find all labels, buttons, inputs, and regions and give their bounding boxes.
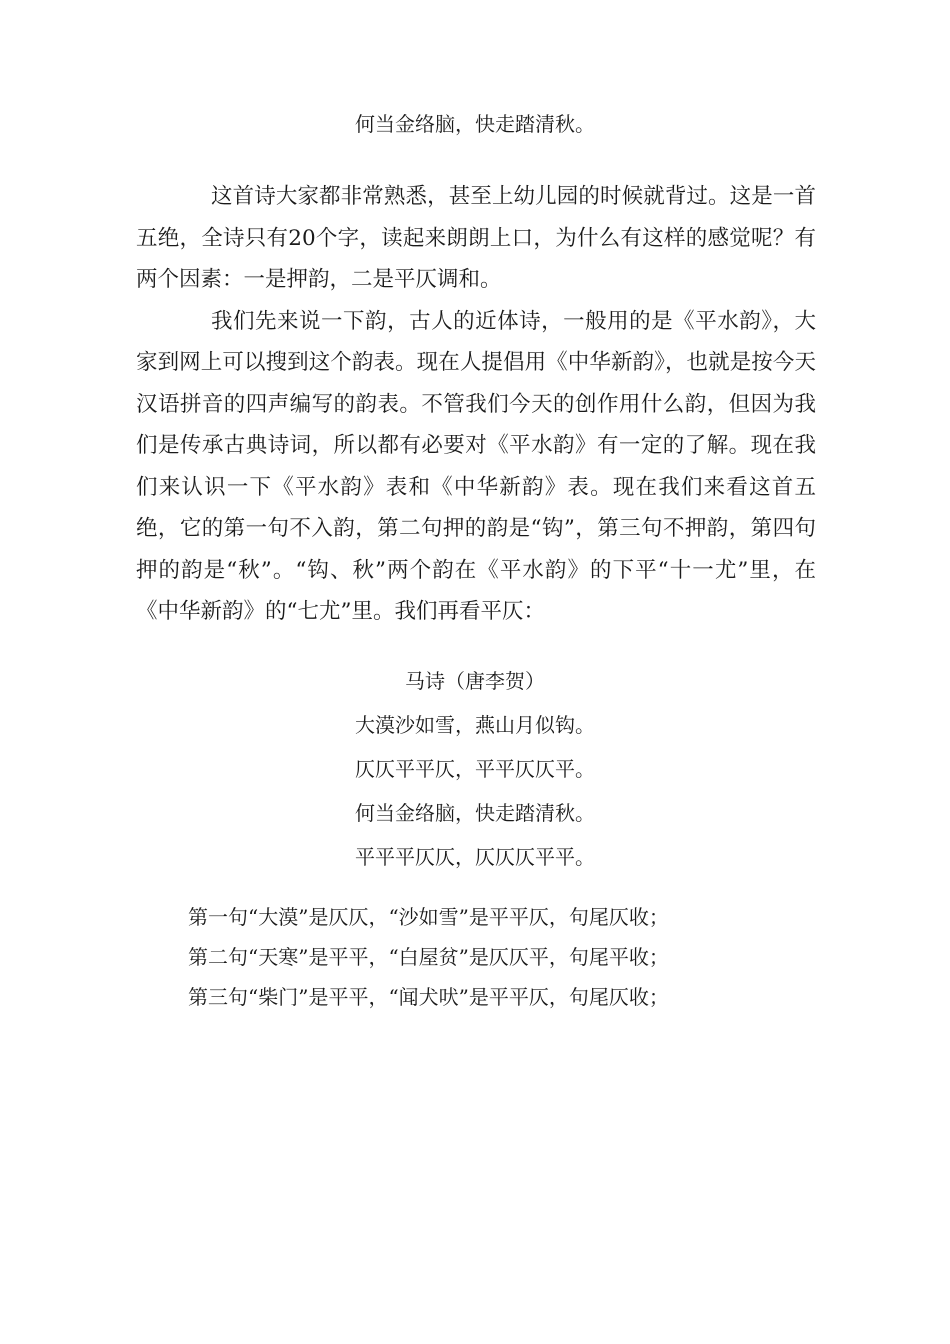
analysis-line: 第一句“大漠”是仄仄，“沙如雪”是平平仄，句尾仄收； bbox=[188, 905, 669, 929]
poem-line: 大漠沙如雪，燕山月似钩。 bbox=[355, 713, 595, 737]
poem-title: 马诗（唐李贺） bbox=[405, 669, 545, 693]
poem-line: 何当金络脑，快走踏清秋。 bbox=[355, 801, 595, 825]
paragraph-intro: 这首诗大家都非常熟悉，甚至上幼儿园的时候就背过。这是一首五绝，全诗只有20个字，读起来朗朗上口，为什么有这样的感觉呢？有两个因素：一是押韵，二是平仄调和。 bbox=[136, 184, 816, 292]
poem-block bbox=[0, 668, 950, 888]
poem-line-continued: 何当金络脑，快走踏清秋。 bbox=[355, 112, 595, 136]
poem-tone-line: 仄仄平平仄，平平仄仄平。 bbox=[355, 757, 595, 781]
analysis-line: 第二句“天寒”是平平，“白屋贫”是仄仄平，句尾平收； bbox=[188, 945, 669, 969]
tone-analysis bbox=[188, 904, 669, 1024]
analysis-line: 第三句“柴门”是平平，“闻犬吠”是平平仄，句尾仄收； bbox=[188, 985, 669, 1009]
poem-tone-line: 平平平仄仄，仄仄仄平平。 bbox=[355, 845, 595, 869]
body-text bbox=[136, 176, 816, 633]
paragraph-rhyme: 我们先来说一下韵，古人的近体诗，一般用的是《平水韵》，大家到网上可以搜到这个韵表。现在人提倡用《中华新韵》，也就是按今天汉语拼音的四声编写的韵表。不管我们今天的创作用什么韵，但因为我们是传承古典诗词，所以都有必要对《平水韵》有一定的了解。现在我们来认识一下《平水韵》表和《中华新韵》表。现在我们来看这首五绝，它的第一句不入韵，第二句押的韵是“钩”，第三句不押韵，第四句押的韵是“秋”。“钩、秋”两个韵在《平水韵》的下平“十一尤”里，在《中华新韵》的“七尤”里。我们再看平仄： bbox=[136, 308, 816, 624]
